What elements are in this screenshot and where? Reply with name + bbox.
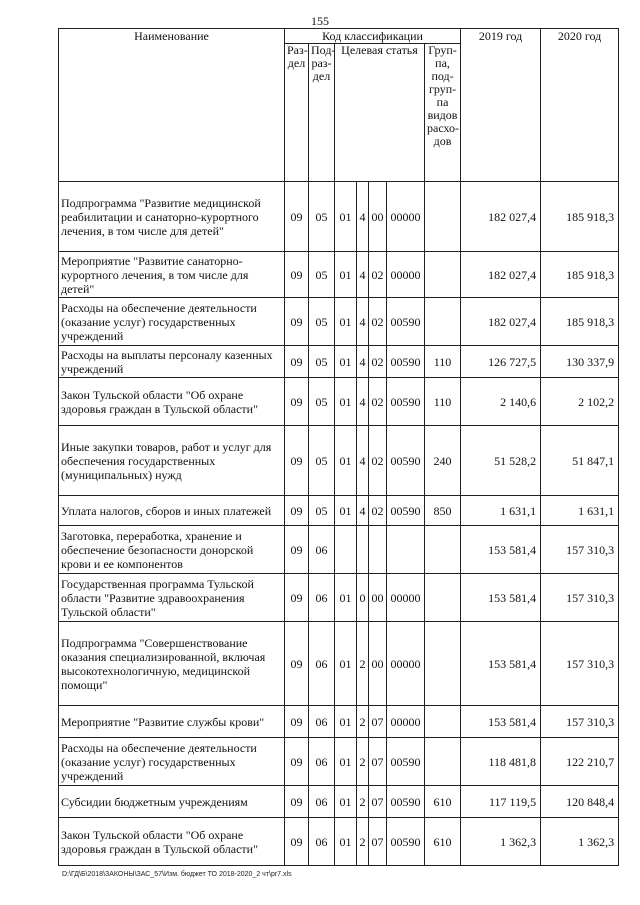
row-target-event: 02 xyxy=(369,378,387,426)
row-amount-2020: 157 310,3 xyxy=(541,526,619,574)
row-target-program: 01 xyxy=(335,252,357,298)
row-target-event: 07 xyxy=(369,818,387,866)
row-section: 09 xyxy=(285,786,309,818)
row-name: Мероприятие "Развитие службы крови" xyxy=(59,706,285,738)
table-row xyxy=(59,426,619,496)
row-amount-2020: 130 337,9 xyxy=(541,346,619,378)
row-target-direction: 00000 xyxy=(387,574,425,622)
row-name: Закон Тульской области "Об охране здоровья граждан в Тульской области" xyxy=(59,818,285,866)
row-section: 09 xyxy=(285,574,309,622)
row-target-program: 01 xyxy=(335,622,357,706)
row-subsection: 05 xyxy=(309,496,335,526)
row-amount-2020: 2 102,2 xyxy=(541,378,619,426)
row-target-program: 01 xyxy=(335,706,357,738)
row-target-subprogram: 2 xyxy=(357,622,369,706)
row-target-subprogram: 4 xyxy=(357,378,369,426)
row-amount-2019: 126 727,5 xyxy=(461,346,541,378)
row-amount-2019: 182 027,4 xyxy=(461,182,541,252)
row-name: Иные закупки товаров, работ и услуг для обеспечения государственных (муниципальных) нужд xyxy=(59,426,285,496)
row-name: Подпрограмма "Развитие медицинской реабилитации и санаторно-курортного лечения, в том числе для детей" xyxy=(59,182,285,252)
row-target-direction: 00590 xyxy=(387,496,425,526)
row-name: Государственная программа Тульской области "Развитие здравоохранения Тульской области" xyxy=(59,574,285,622)
row-amount-2020: 185 918,3 xyxy=(541,252,619,298)
row-name: Расходы на обеспечение деятельности (оказание услуг) государственных учреждений xyxy=(59,298,285,346)
row-expense-group xyxy=(425,706,461,738)
row-name: Подпрограмма "Совершенствование оказания специализированной, включая высокотехнологичную, медицинской помощи" xyxy=(59,622,285,706)
row-section: 09 xyxy=(285,426,309,496)
row-target-direction: 00000 xyxy=(387,182,425,252)
row-amount-2020: 122 210,7 xyxy=(541,738,619,786)
header-group: Груп- па, под- груп- па видов расхо- дов xyxy=(425,44,461,182)
row-subsection: 06 xyxy=(309,706,335,738)
table-row xyxy=(59,706,619,738)
row-amount-2020: 185 918,3 xyxy=(541,182,619,252)
row-section: 09 xyxy=(285,496,309,526)
row-amount-2020: 120 848,4 xyxy=(541,786,619,818)
row-target-direction: 00590 xyxy=(387,298,425,346)
row-expense-group xyxy=(425,182,461,252)
row-expense-group xyxy=(425,298,461,346)
row-target-event: 07 xyxy=(369,706,387,738)
header-2020: 2020 год xyxy=(541,29,619,182)
table-row xyxy=(59,574,619,622)
table-row xyxy=(59,378,619,426)
table-row xyxy=(59,818,619,866)
row-target-program: 01 xyxy=(335,738,357,786)
row-target-event: 00 xyxy=(369,574,387,622)
row-subsection: 06 xyxy=(309,574,335,622)
row-section: 09 xyxy=(285,298,309,346)
row-target-direction: 00590 xyxy=(387,378,425,426)
row-section: 09 xyxy=(285,738,309,786)
row-target-direction: 00590 xyxy=(387,818,425,866)
row-target-program: 01 xyxy=(335,818,357,866)
row-section: 09 xyxy=(285,526,309,574)
row-amount-2019: 2 140,6 xyxy=(461,378,541,426)
row-target-subprogram: 4 xyxy=(357,346,369,378)
row-target-direction: 00590 xyxy=(387,738,425,786)
row-amount-2019: 118 481,8 xyxy=(461,738,541,786)
row-amount-2019: 153 581,4 xyxy=(461,574,541,622)
row-section: 09 xyxy=(285,346,309,378)
row-target-event: 02 xyxy=(369,346,387,378)
row-target-event: 02 xyxy=(369,496,387,526)
row-target-program xyxy=(335,526,357,574)
row-target-direction: 00590 xyxy=(387,346,425,378)
row-expense-group xyxy=(425,252,461,298)
row-amount-2020: 157 310,3 xyxy=(541,574,619,622)
row-subsection: 06 xyxy=(309,818,335,866)
row-name: Заготовка, переработка, хранение и обеспечение безопасности донорской крови и ее компонентов xyxy=(59,526,285,574)
row-target-subprogram: 4 xyxy=(357,298,369,346)
row-section: 09 xyxy=(285,252,309,298)
row-subsection: 06 xyxy=(309,622,335,706)
row-subsection: 05 xyxy=(309,182,335,252)
row-target-subprogram: 0 xyxy=(357,574,369,622)
row-expense-group: 610 xyxy=(425,786,461,818)
row-target-program: 01 xyxy=(335,378,357,426)
row-target-subprogram: 2 xyxy=(357,818,369,866)
row-target-direction: 00000 xyxy=(387,252,425,298)
table-row xyxy=(59,252,619,298)
row-target-event: 02 xyxy=(369,298,387,346)
row-amount-2019: 153 581,4 xyxy=(461,622,541,706)
row-subsection: 05 xyxy=(309,298,335,346)
row-name: Расходы на выплаты персоналу казенных учреждений xyxy=(59,346,285,378)
row-name: Мероприятие "Развитие санаторно-курортного лечения, в том числе для детей" xyxy=(59,252,285,298)
table-row xyxy=(59,526,619,574)
table-row xyxy=(59,346,619,378)
row-expense-group xyxy=(425,574,461,622)
table-row xyxy=(59,622,619,706)
row-expense-group: 850 xyxy=(425,496,461,526)
table-row xyxy=(59,298,619,346)
row-target-event: 02 xyxy=(369,426,387,496)
row-expense-group: 110 xyxy=(425,346,461,378)
row-target-event: 07 xyxy=(369,786,387,818)
row-amount-2019: 51 528,2 xyxy=(461,426,541,496)
row-section: 09 xyxy=(285,378,309,426)
page-number: 155 xyxy=(311,14,329,28)
row-target-event xyxy=(369,526,387,574)
footer-file-path: D:\ГД\Б\2018\ЗАКОНЫ\ЗАС_57\Изм. бюджет ТО 2018-2020_2 чт\pr7.xls xyxy=(62,871,292,878)
row-expense-group xyxy=(425,526,461,574)
row-amount-2020: 185 918,3 xyxy=(541,298,619,346)
row-amount-2019: 153 581,4 xyxy=(461,526,541,574)
row-target-event: 02 xyxy=(369,252,387,298)
table-row xyxy=(59,786,619,818)
row-subsection: 06 xyxy=(309,738,335,786)
row-subsection: 06 xyxy=(309,786,335,818)
row-target-program: 01 xyxy=(335,346,357,378)
row-target-direction: 00000 xyxy=(387,622,425,706)
row-section: 09 xyxy=(285,706,309,738)
table-row xyxy=(59,496,619,526)
row-amount-2019: 182 027,4 xyxy=(461,252,541,298)
row-amount-2019: 1 631,1 xyxy=(461,496,541,526)
row-expense-group: 240 xyxy=(425,426,461,496)
row-name: Субсидии бюджетным учреждениям xyxy=(59,786,285,818)
row-target-subprogram: 4 xyxy=(357,426,369,496)
row-amount-2019: 182 027,4 xyxy=(461,298,541,346)
row-amount-2020: 1 631,1 xyxy=(541,496,619,526)
row-subsection: 05 xyxy=(309,346,335,378)
row-amount-2019: 1 362,3 xyxy=(461,818,541,866)
row-target-subprogram: 4 xyxy=(357,496,369,526)
header-classification: Код классификации xyxy=(285,29,461,44)
row-amount-2020: 1 362,3 xyxy=(541,818,619,866)
header-section: Раз- дел xyxy=(285,44,309,182)
row-expense-group: 610 xyxy=(425,818,461,866)
row-subsection: 05 xyxy=(309,426,335,496)
row-target-program: 01 xyxy=(335,426,357,496)
row-target-subprogram: 2 xyxy=(357,706,369,738)
row-target-direction: 00590 xyxy=(387,786,425,818)
row-target-direction: 00000 xyxy=(387,706,425,738)
row-amount-2019: 153 581,4 xyxy=(461,706,541,738)
header-subsection: Под- раз- дел xyxy=(309,44,335,182)
row-expense-group xyxy=(425,738,461,786)
row-target-program: 01 xyxy=(335,496,357,526)
row-target-event: 00 xyxy=(369,182,387,252)
row-amount-2020: 51 847,1 xyxy=(541,426,619,496)
row-target-program: 01 xyxy=(335,298,357,346)
budget-table xyxy=(58,28,619,866)
row-section: 09 xyxy=(285,622,309,706)
row-target-event: 07 xyxy=(369,738,387,786)
row-subsection: 05 xyxy=(309,378,335,426)
row-amount-2019: 117 119,5 xyxy=(461,786,541,818)
row-expense-group: 110 xyxy=(425,378,461,426)
row-target-subprogram: 4 xyxy=(357,252,369,298)
row-target-program: 01 xyxy=(335,786,357,818)
row-name: Уплата налогов, сборов и иных платежей xyxy=(59,496,285,526)
row-target-program: 01 xyxy=(335,574,357,622)
row-target-program: 01 xyxy=(335,182,357,252)
row-subsection: 06 xyxy=(309,526,335,574)
row-section: 09 xyxy=(285,818,309,866)
row-target-subprogram: 2 xyxy=(357,786,369,818)
row-name: Расходы на обеспечение деятельности (оказание услуг) государственных учреждений xyxy=(59,738,285,786)
row-target-subprogram xyxy=(357,526,369,574)
row-target-direction: 00590 xyxy=(387,426,425,496)
header-name: Наименование xyxy=(59,29,285,182)
row-target-subprogram: 2 xyxy=(357,738,369,786)
table-row xyxy=(59,738,619,786)
row-expense-group xyxy=(425,622,461,706)
row-target-subprogram: 4 xyxy=(357,182,369,252)
header-2019: 2019 год xyxy=(461,29,541,182)
row-target-event: 00 xyxy=(369,622,387,706)
table-row xyxy=(59,182,619,252)
row-subsection: 05 xyxy=(309,252,335,298)
row-name: Закон Тульской области "Об охране здоровья граждан в Тульской области" xyxy=(59,378,285,426)
row-amount-2020: 157 310,3 xyxy=(541,706,619,738)
row-section: 09 xyxy=(285,182,309,252)
row-amount-2020: 157 310,3 xyxy=(541,622,619,706)
header-target-article: Целевая статья xyxy=(335,44,425,182)
row-target-direction xyxy=(387,526,425,574)
